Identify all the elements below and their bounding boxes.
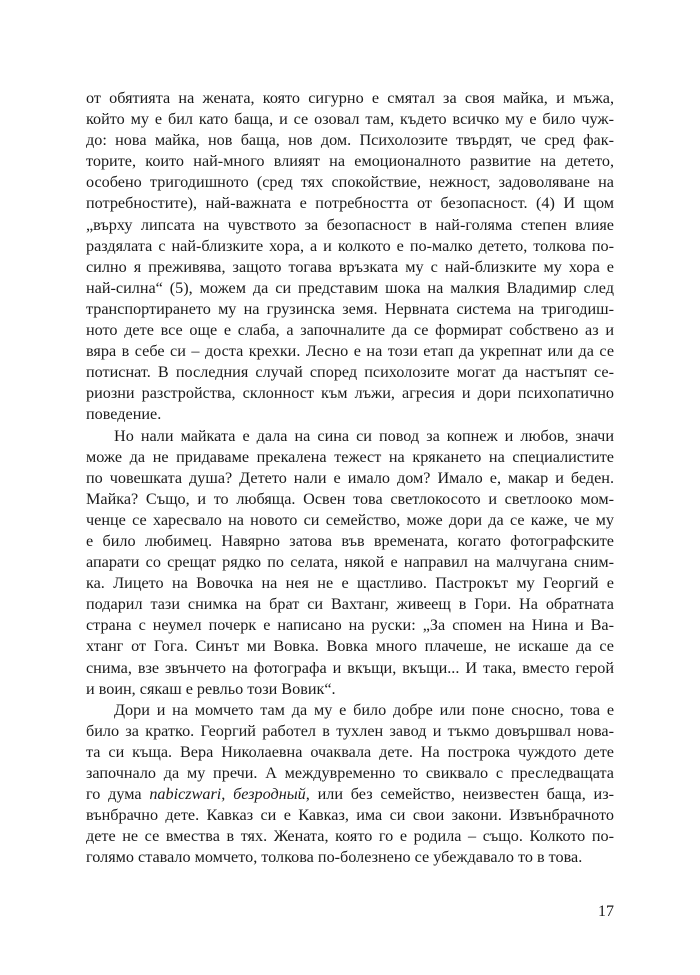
text-segment: или без семейство, неизвестен баща, из-	[309, 785, 614, 804]
text-line: апарати со срещат рядко по селата, някой е направил на малчугана сним-	[86, 553, 614, 572]
text-line: Но нали майката е дала на сина си повод за копнеж и любов, значи	[114, 426, 614, 445]
text-line: „върху липсата на чувството за безопасност в най-голяма степен влияе	[86, 215, 614, 234]
text-line: е било любимец. Навярно затова във времената, когато фотографските	[86, 531, 614, 550]
text-line: хтанг от Гога. Синът ми Вовка. Вовка много плачеше, не искаше да се	[86, 637, 614, 656]
italic-term: nabiczwari, безродный,	[149, 785, 310, 804]
text-line: вънбрачно дете. Кавказ си е Кавказ, има си свои закони. Извънбрачното	[86, 806, 614, 825]
text-line: от обятията на жената, която сигурно е смятал за своя майка, и мъжа,	[86, 89, 614, 107]
text-segment: го дума	[86, 785, 150, 804]
text-line: по човешката душа? Детето нали е имало дом? Имало е, макар и беден.	[86, 468, 614, 487]
text-line: та си къща. Вера Николаевна очаквала дете. На построка чуждото дете	[86, 742, 614, 761]
text-line: може да не придаваме прекалена тежест на крякането на специалистите	[86, 447, 614, 466]
text-line: дете не се вмества в тях. Жената, която го е родила – също. Колкото по-	[86, 827, 614, 846]
text-line: ченце се харесвало на новото си семейство, може дори да се каже, че му	[86, 510, 614, 529]
text-line: започнало да му пречи. А междувременно то свиквало с преследващата	[86, 764, 614, 782]
text-line: и воин, сякаш е ревльо този Вовик“.	[86, 679, 336, 698]
text-line: голямо ставало момчето, толкова по-болезнено се убеждавало то в това.	[86, 848, 583, 867]
page-number: 17	[598, 903, 614, 920]
text-line: потребностите), най-важната е потребността от безопасност. (4) И щом	[86, 194, 614, 213]
text-line-with-italic	[86, 784, 614, 805]
text-line: раздялата с най-близките хора, а и колкото е по-малко детето, толкова по-	[86, 236, 614, 255]
text-line: поведение.	[86, 405, 162, 424]
text-line: вяра в себе си – доста крехки. Лесно е на този етап да укрепнат или да се	[86, 342, 614, 361]
text-line: до: нова майка, нов баща, нов дом. Психолозите твърдят, че сред фак-	[86, 131, 614, 150]
text-line: Майка? Също, и то любяща. Освен това светлокосото и светлооко мом-	[86, 489, 614, 508]
text-line: потиснат. В последния случай според психолозите могат да настъпят се-	[86, 363, 614, 382]
text-line: транспортирането му на грузинска земя. Нервната система на тригодиш-	[86, 299, 614, 318]
text-line: Дори и на момчето там да му е било добре или поне сносно, това е	[114, 700, 614, 719]
text-line: подарил тази снимка на брат си Вахтанг, живеещ в Гори. На обратната	[86, 595, 614, 614]
text-line: най-силна“ (5), можем да си представим шока на малкия Владимир след	[86, 278, 614, 297]
text-line: риозни разстройства, склонност към лъжи, агресия и дори психопатично	[86, 384, 614, 403]
text-line: снима, взе звънчето на фотографа и вкъщи, вкъщи... И така, вместо герой	[86, 658, 614, 677]
text-line: който му е бил като баща, и се озовал там, където всичко му е било чуж-	[86, 110, 614, 129]
text-line: ното дете все още е слаба, а започналите да се формират собствено аз и	[86, 321, 614, 340]
text-line: било за кратко. Георгий работел в тухлен завод и тъкмо довършвал нова-	[86, 721, 614, 740]
text-line: особено тригодишното (сред тях спокойствие, нежност, задоволяване на	[86, 173, 614, 192]
text-line: ка. Лицето на Вовочка на нея не е щастливо. Пастрокът му Георгий е	[86, 574, 614, 593]
text-line: страна с неумел почерк е написано на руски: „За спомен на Нина и Ва-	[86, 616, 614, 635]
page-text	[86, 88, 614, 868]
text-line: силно я преживява, защото тогава връзката му с най-близките му хора е	[86, 257, 614, 276]
text-line: торите, които най-много влияят на емоционалното развитие на детето,	[86, 152, 614, 171]
